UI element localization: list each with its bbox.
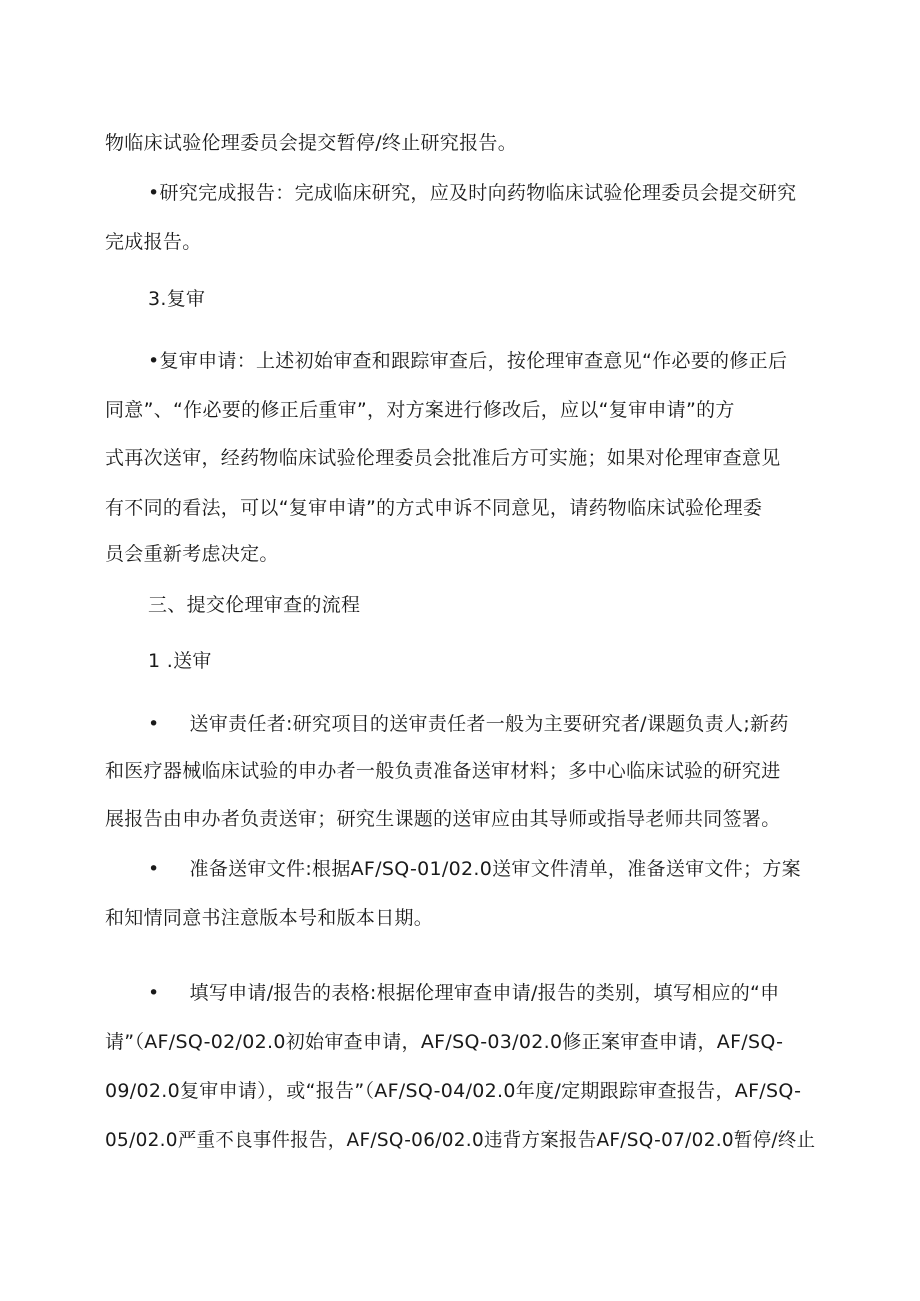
bullet-text: 送审责任者:研究项目的送审责任者一般为主要研究者/课题负责人;新药: [189, 713, 789, 735]
bullet-text: 准备送审文件:根据AF/SQ-01/02.0送审文件清单，准备送审文件；方案: [189, 858, 801, 880]
paragraph-line: 同意”、“作必要的修正后重审”，对方案进行修改后，应以“复审申请”的方: [105, 399, 735, 421]
bullet-marker: •: [148, 713, 160, 735]
paragraph-line: 05/02.0严重不良事件报告，AF/SQ-06/02.0违背方案报告AF/SQ-07/02.0暂停/终止: [105, 1129, 816, 1151]
bullet-item: [148, 855, 801, 883]
paragraph-line: 有不同的看法，可以“复审申请”的方式申诉不同意见，请药物临床试验伦理委: [105, 497, 763, 519]
section-heading: 三、提交伦理审查的流程: [148, 594, 361, 616]
paragraph-line: 完成报告。: [105, 231, 202, 253]
paragraph-line: •研究完成报告：完成临床研究，应及时向药物临床试验伦理委员会提交研究: [148, 182, 797, 204]
paragraph-line: 和知情同意书注意版本号和版本日期。: [105, 907, 434, 929]
paragraph-line: 物临床试验伦理委员会提交暂停/终止研究报告。: [105, 132, 518, 154]
paragraph-line: 式再次送审，经药物临床试验伦理委员会批准后方可实施；如果对伦理审查意见: [105, 447, 781, 469]
section-heading: 3.复审: [148, 288, 206, 310]
bullet-item: [148, 710, 789, 738]
bullet-text: 填写申请/报告的表格:根据伦理审查申请/报告的类别，填写相应的“申: [189, 982, 780, 1004]
bullet-marker: •: [148, 982, 160, 1004]
bullet-marker: •: [148, 858, 160, 880]
paragraph-line: 和医疗器械临床试验的申办者一般负责准备送审材料；多中心临床试验的研究进: [105, 760, 781, 782]
bullet-item: [148, 979, 779, 1007]
paragraph-line: 09/02.0复审申请），或“报告”（AF/SQ-04/02.0年度/定期跟踪审查报告，AF/SQ-: [105, 1080, 802, 1102]
subsection-heading: 1 .送审: [148, 650, 212, 672]
paragraph-line: •复审申请：上述初始审查和跟踪审查后，按伦理审查意见“作必要的修正后: [148, 350, 788, 372]
paragraph-line: 请”（AF/SQ-02/02.0初始审查申请，AF/SQ-03/02.0修正案审查申请，AF/SQ-: [105, 1031, 784, 1053]
paragraph-line: 展报告由申办者负责送审；研究生课题的送审应由其导师或指导老师共同签署。: [105, 808, 781, 830]
paragraph-line: 员会重新考虑决定。: [105, 543, 279, 565]
